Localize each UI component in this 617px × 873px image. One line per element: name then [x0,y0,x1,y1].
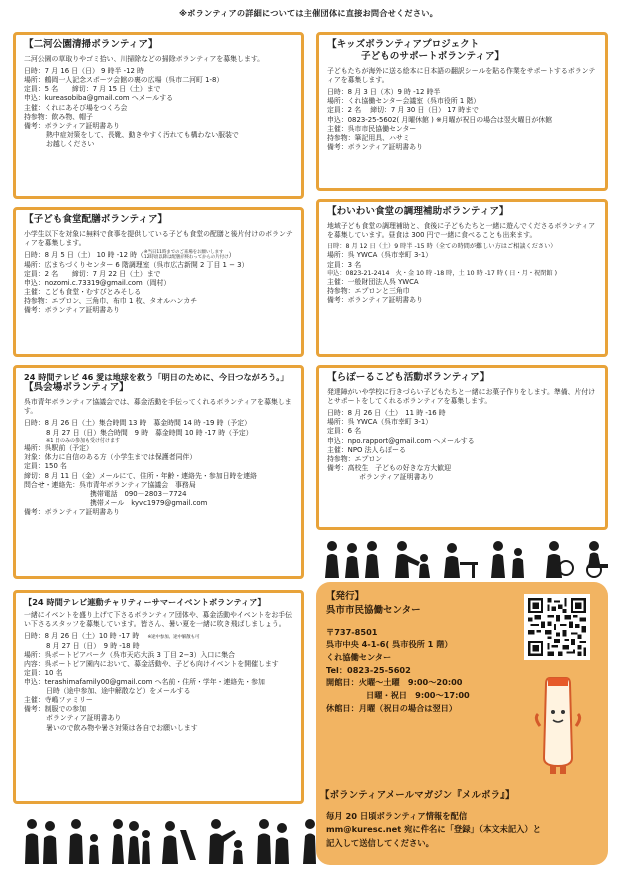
wheelchair-icon [578,538,614,578]
detail-line: 備考：ボランティア証明書あり [24,121,120,130]
caregiver-icon [534,538,574,578]
date-note-line: 12時頃以降は配膳が終わってからの片付け [143,255,229,261]
people-group-icon [322,538,386,578]
detail-line: 持参物：エプロン [327,454,383,463]
volunteer-helping-icon [390,538,434,578]
card-24h-kure-venue [13,365,304,579]
detail-line: 備考：ボランティア証明書あり [24,306,120,315]
card-description: 子どもたちが海外に送る絵本に日本語の翻訳シールを貼る作業をサポートするボランティアを募集します。 [327,66,596,85]
publisher-address: くれ協働センター [326,651,392,662]
card-title: 【二河公園清掃ボランティア】 [24,39,158,50]
publisher-address: 呉市中央 4-1-6( 呉市役所 1 階） [326,639,453,650]
reading-icon [438,538,482,578]
mailmagazine-line: 毎月 20 日頃ボランティア情報を配信 [326,811,468,821]
publisher-name: 呉市市民協働センター [326,604,421,616]
mailmagazine-body [326,810,541,850]
publisher-zip: 〒737-8501 [326,626,378,637]
detail-line [24,632,293,641]
mailmagazine-line[interactable]: mm@kuresc.net 宛に件名に「登録」（本文未記入）と [326,824,542,835]
detail-line: 備考：ボランティア証明書あり [24,508,120,517]
card-description: 二河公園の草取りやゴミ拾い、川掃除などの掃除ボランティアを募集します。 [24,54,265,63]
cleaning-icon [156,816,200,864]
card-description: 地域子ども食堂の調理補助と、食後に子どもたちと一緒に遊んでくださるボランティアを募集しています。昼食は 300 円で一緒に食べることも出来ます。 [327,221,596,240]
detail-line: 内容：呉ポートピア園内において、募金活動や、子ども向けイベントを開催します [24,659,279,668]
card-description: 一緒にイベントを盛り上げて下さるボランティア団体や、募金活動やイベントをお手伝い下さるスタッフを募集しています。皆さん、暑い夏を一緒に吹き飛ばしましょう。 [24,611,293,629]
date-note [144,251,229,261]
card-title-line: 24 時間テレビ 46 愛は地球を救う「明日のために、今日つながろう。」 [24,372,289,382]
detail-note: ボランティア証明書あり [46,714,122,723]
detail-line: 主催：寺嶋ファミリー [24,696,93,705]
card-kids-volunteer [316,32,608,191]
publisher-box [316,582,608,865]
pictogram-row-top [322,536,617,578]
teaching-icon [486,538,530,578]
detail-line: 場所：広まちづくりセンター 6 階調理室（呉市広古新開 2 丁目 1 − 3） [24,260,249,269]
card-title-line: 子どものサポートボランティア】 [361,50,505,62]
pictogram-row-bottom [20,814,348,864]
detail-line: 場所：呉 YWCA（呉市幸町 3-1） [327,251,433,260]
detail-line: 携帯メール kyvc1979@gmail.com [90,498,208,507]
detail-line: 主催：呉市市民協働センター [327,124,417,133]
publisher-hours: 日曜・祝日 9:00～17:00 [366,690,470,701]
pointing-teacher-icon [204,816,248,864]
detail-line: 日時（途中参加、途中解散など）をメールする [46,687,191,696]
card-title [24,372,293,394]
detail-line: 場所：呉 YWCA（呉市幸町 3-1） [327,418,433,427]
detail-line: 定員：2 名 締切：7 月 30 日（日） 17 時まで [327,106,479,115]
detail-line: 申込：0823-21-2414 火・金 10 時 -18 時，土 10 時 -17 時 ( 日・月・祝閉館 ) [327,269,558,277]
date-text: 日時：8 月 5 日（土） 10 時 -12 時（ [24,251,144,260]
detail-line: 日時：7 月 16 日（日） 9 時半 -12 時 [24,67,144,76]
parent-child-icon [64,816,104,864]
detail-line: 備考：ボランティア証明書あり [327,296,423,305]
detail-note: 熱中症対策をして、長靴、動きやすく汚れても構わない服装で [46,130,239,139]
detail-line: 主催：一般財団法人呉 YWCA [327,277,419,286]
walking-people-icon [108,816,152,864]
detail-line: 定員：5 名 締切：7 月 15 日（土）まで [24,85,161,94]
detail-line: 申込：0823-25-5602( 月曜休館 ) ※月曜が祝日の場合は翌火曜日が休館 [327,115,553,124]
detail-line: 申込：terashimafamily00@gmail.com へ名前・住所・学年・連絡先・参加 [24,678,265,687]
publisher-closed: 休館日：月曜（祝日の場合は翌日） [326,702,458,713]
detail-line: 8 月 27 日（日）集合時間 9 時 募金時間 10 時 -17 時（予定） [46,428,253,437]
card-title [327,39,597,63]
detail-line: 定員：6 名 [327,427,362,436]
detail-line: 定員：150 名 [24,462,67,471]
detail-line: 持参物：エプロン、三角巾、布巾 1 枚、タオルハンカチ [24,297,198,306]
detail-line: 主催：くれにあそび場をつくろ会 [24,103,128,112]
card-description: 発達障がいや学校に行きづらい子どもたちと一緒にお菓子作りをします。準備、片付けとサポートをしてくれるボランティアを募集します。 [327,387,596,406]
detail-line: 日時：8 月 26 日（土）集合時間 13 時 募金時間 14 時 -19 時（予定） [24,419,252,428]
card-waiwai-shokudo [316,199,608,357]
date-close: ） [228,251,236,260]
date-note-line: ※当日11時までのご来場をお願いします [143,250,224,256]
detail-line [24,251,293,261]
mailmagazine-title: 【ボランティアメールマガジン『メルボラ』】 [320,790,515,801]
detail-line: 場所：呉駅前（予定） [24,444,93,453]
detail-note: ※1 日のみの参加も受け付けます [46,437,120,444]
top-note: ※ボランティアの詳細については主催団体に直接お問合せください。 [179,8,438,18]
detail-line: 申込：npo.rapport@gmail.com へメールする [327,436,475,445]
elderly-couple-icon [20,816,60,864]
card-title: 【24 時間テレビ連動チャリティーサマーイベントボランティア】 [24,597,266,607]
detail-line: 携帯電話 090－2803－7724 [90,489,187,498]
qr-code-icon[interactable] [524,594,590,660]
detail-line: 日時：8 月 26 日（土） 11 時 -16 時 [327,409,446,418]
detail-line: 定員：3 名 [327,260,362,269]
card-nikawa-cleanup [13,32,304,199]
card-title: 【らぽーるこども活動ボランティア】 [327,372,490,383]
detail-line: 主催：こども食堂・むすびとみそしる [24,288,142,297]
card-rapport-activity [316,365,608,530]
card-title: 【子ども食堂配膳ボランティア】 [24,214,168,225]
card-description: 小学生以下を対象に無料で食事を提供している子ども食堂の配膳と後片付けのボランティアを募集します。 [24,229,293,248]
mailmagazine-line: 記入して送信してください。 [326,837,434,848]
detail-line: 持参物：飲み物、帽子 [24,112,93,121]
detail-note: ボランティア証明書あり [359,472,435,481]
date-text: 日時：8 月 26 日（土）10 時 -17 時 [24,632,140,641]
detail-line: 備考：ボランティア証明書あり [327,142,423,151]
detail-line: 申込：kureasobiba@gmail.com へメールする [24,94,173,103]
detail-line: 定員：10 名 [24,668,63,677]
detail-line: 対象：体力に自信のある方（小学生までは保護者同伴） [24,453,197,462]
detail-line: 問合せ・連絡先：呉市青年ボランティア協議会 事務局 [24,480,196,489]
card-title-line: 【キッズボランティアプロジェクト [327,39,480,50]
detail-line: 持参物：筆記用具、ハサミ [327,133,410,142]
card-kodomo-shokudo [13,207,304,357]
detail-line: 場所：くれ協働センター会議室（呉市役所 1 階） [327,97,481,106]
publisher-label: 【発行】 [326,591,365,602]
detail-line: 申込：nozomi.c.73319@gmail.com（岡村） [24,279,171,288]
card-description: 呉市青年ボランティア協議会では、募金活動を手伝ってくれるボランティアを募集します。 [24,398,292,416]
detail-line: 定員：2 名 締切：7 月 22 日（土）まで [24,270,161,278]
detail-line: 締切：8 月 11 日（金）メールにて、住所・年齢・連絡先・参加日時を連絡 [24,471,258,480]
detail-line: 備考：高校生 子どもの好きな方大歓迎 [327,463,452,472]
date-note: ※途中参加、途中解散も可 [147,635,200,641]
detail-note: お越しください [46,139,95,148]
mascot-character-icon [532,674,584,778]
detail-line: 場所：鶴岡一人記念スポーツ会館の裏の広場（呉市二河町 1-8） [24,76,224,85]
publisher-hours: 開館日：火曜～土曜 9:00～20:00 [326,677,463,688]
detail-line: 主催：NPO 法人らぽーる [327,445,406,454]
detail-line: 持参物：エプロンと三角巾 [327,286,410,295]
support-walk-icon [252,816,296,864]
detail-line: 8 月 27 日（日） 9 時 -18 時 [46,641,140,650]
detail-line: 日時：8 月 3 日（木）9 時 -12 時半 [327,88,441,97]
detail-line: 備考：制服での参加 [24,705,87,714]
card-title-line: 【呉会場ボランティア】 [24,382,129,394]
publisher-tel: Tel：0823-25-5602 [326,664,411,675]
detail-note: 暑いので飲み物や暑さ対策は各自でお願いします [46,723,198,732]
card-title: 【わいわい食堂の調理補助ボランティア】 [327,206,509,217]
card-charity-summer-event [13,590,304,804]
detail-line: 日時：8 月 12 日（土）9 時半 -15 時（全ての時間が難しい方はご相談ください） [327,243,557,251]
detail-line: 場所：呉ポートピアパーク（呉市天応大浜 3 丁目 2−3）入口に集合 [24,650,235,659]
